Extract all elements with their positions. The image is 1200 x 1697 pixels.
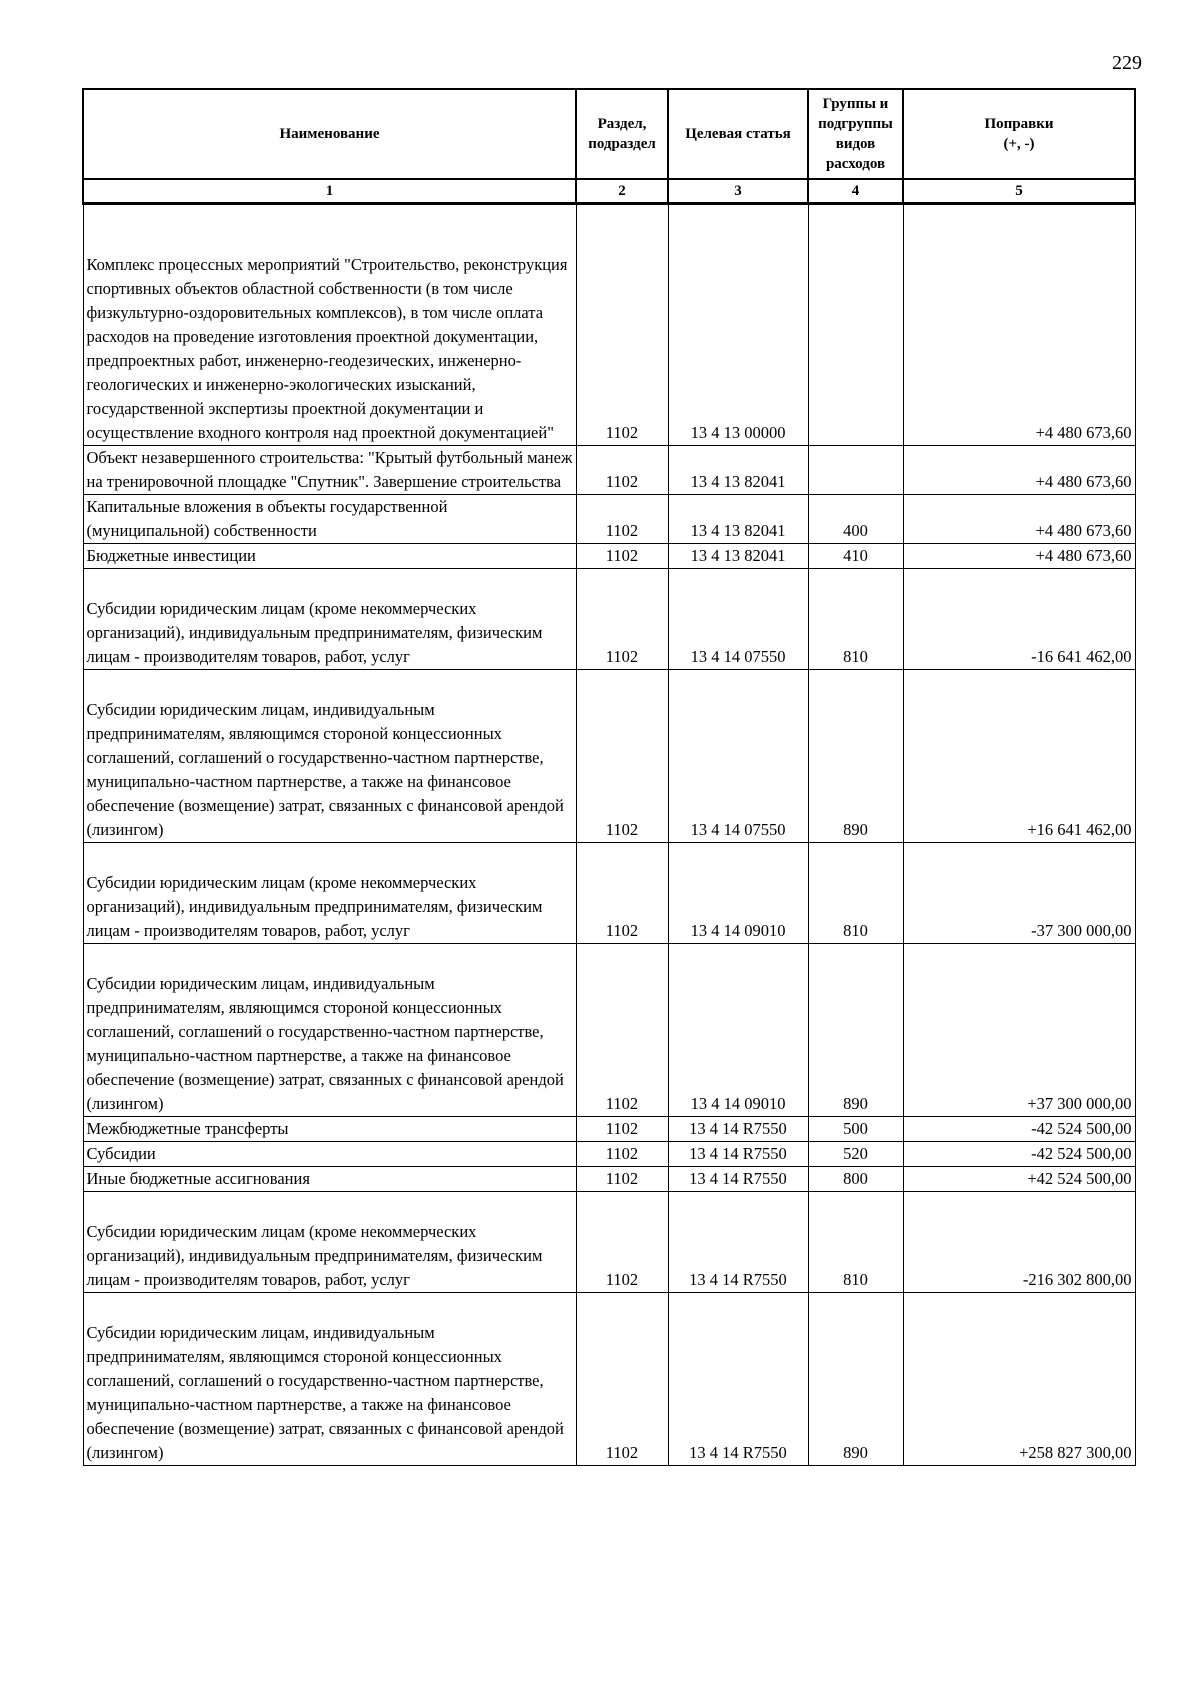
row-amount: +258 827 300,00 bbox=[903, 1293, 1135, 1466]
header-expense-group: Группы и подгруппы видов расходов bbox=[808, 89, 903, 179]
row-target-article: 13 4 14 R7550 bbox=[668, 1167, 808, 1192]
row-expense-group: 800 bbox=[808, 1167, 903, 1192]
row-section: 1102 bbox=[576, 1167, 668, 1192]
table-row bbox=[83, 1117, 1135, 1142]
header-target-article: Целевая статья bbox=[668, 89, 808, 179]
row-expense-group: 810 bbox=[808, 843, 903, 944]
row-target-article: 13 4 13 82041 bbox=[668, 544, 808, 569]
column-number-4: 4 bbox=[808, 179, 903, 204]
row-amount: +42 524 500,00 bbox=[903, 1167, 1135, 1192]
row-expense-group: 400 bbox=[808, 495, 903, 544]
row-amount: -42 524 500,00 bbox=[903, 1117, 1135, 1142]
table-row bbox=[83, 253, 1135, 446]
row-amount: -42 524 500,00 bbox=[903, 1142, 1135, 1167]
column-number-5: 5 bbox=[903, 179, 1135, 204]
row-section: 1102 bbox=[576, 495, 668, 544]
row-name: Субсидии юридическим лицам, индивидуальным предпринимателям, являющимся стороной концессионных соглашений, соглашений о государственно-частном партнерстве, муниципально-частном партнерстве, а также на финансовое обеспечение (возмещение) затрат, связанных с финансовой арендой (лизингом) bbox=[83, 1293, 576, 1466]
row-name: Бюджетные инвестиции bbox=[83, 544, 576, 569]
spacer-row bbox=[83, 204, 1135, 254]
row-section: 1102 bbox=[576, 1192, 668, 1293]
row-expense-group bbox=[808, 253, 903, 446]
budget-amendments-table bbox=[82, 88, 1136, 1466]
row-amount: -16 641 462,00 bbox=[903, 569, 1135, 670]
row-name: Комплекс процессных мероприятий "Строительство, реконструкция спортивных объектов областной собственности (в том числе физкультурно-оздоровительных комплексов), в том числе оплата расходов на проведение изготовления проектной документации, предпроектных работ, инженерно-геодезических, инженерно-геологических и инженерно-экологических изысканий, государственной экспертизы проектной документации и осуществление входного контроля над проектной документацией" bbox=[83, 253, 576, 446]
row-expense-group: 890 bbox=[808, 944, 903, 1117]
column-number-1: 1 bbox=[83, 179, 576, 204]
table-row bbox=[83, 1167, 1135, 1192]
row-section: 1102 bbox=[576, 670, 668, 843]
table-row bbox=[83, 544, 1135, 569]
row-name: Объект незавершенного строительства: "Крытый футбольный манеж на тренировочной площадке "Спутник". Завершение строительства bbox=[83, 446, 576, 495]
row-amount: +4 480 673,60 bbox=[903, 495, 1135, 544]
page-number: 229 bbox=[1112, 52, 1142, 74]
row-amount: +4 480 673,60 bbox=[903, 446, 1135, 495]
row-section: 1102 bbox=[576, 569, 668, 670]
header-amendments-title: Поправки bbox=[984, 116, 1054, 132]
row-expense-group: 500 bbox=[808, 1117, 903, 1142]
row-section: 1102 bbox=[576, 544, 668, 569]
row-name: Капитальные вложения в объекты государственной (муниципальной) собственности bbox=[83, 495, 576, 544]
row-name: Межбюджетные трансферты bbox=[83, 1117, 576, 1142]
column-number-2: 2 bbox=[576, 179, 668, 204]
row-expense-group: 410 bbox=[808, 544, 903, 569]
row-section: 1102 bbox=[576, 843, 668, 944]
header-name: Наименование bbox=[83, 89, 576, 179]
header-amendments-sign: (+, -) bbox=[1003, 136, 1035, 152]
row-target-article: 13 4 14 07550 bbox=[668, 670, 808, 843]
row-target-article: 13 4 14 R7550 bbox=[668, 1117, 808, 1142]
row-section: 1102 bbox=[576, 944, 668, 1117]
row-section: 1102 bbox=[576, 253, 668, 446]
table-row bbox=[83, 569, 1135, 670]
row-name: Иные бюджетные ассигнования bbox=[83, 1167, 576, 1192]
table-row bbox=[83, 843, 1135, 944]
row-name: Субсидии юридическим лицам (кроме некоммерческих организаций), индивидуальным предпринимателям, физическим лицам - производителям товаров, работ, услуг bbox=[83, 1192, 576, 1293]
row-expense-group: 810 bbox=[808, 1192, 903, 1293]
row-target-article: 13 4 14 09010 bbox=[668, 944, 808, 1117]
row-target-article: 13 4 14 R7550 bbox=[668, 1142, 808, 1167]
row-amount: +37 300 000,00 bbox=[903, 944, 1135, 1117]
row-name: Субсидии bbox=[83, 1142, 576, 1167]
row-name: Субсидии юридическим лицам, индивидуальным предпринимателям, являющимся стороной концессионных соглашений, соглашений о государственно-частном партнерстве, муниципально-частном партнерстве, а также на финансовое обеспечение (возмещение) затрат, связанных с финансовой арендой (лизингом) bbox=[83, 944, 576, 1117]
table-row bbox=[83, 1192, 1135, 1293]
header-section: Раздел, подраздел bbox=[576, 89, 668, 179]
row-target-article: 13 4 14 07550 bbox=[668, 569, 808, 670]
row-section: 1102 bbox=[576, 446, 668, 495]
row-target-article: 13 4 13 00000 bbox=[668, 253, 808, 446]
row-name: Субсидии юридическим лицам (кроме некоммерческих организаций), индивидуальным предпринимателям, физическим лицам - производителям товаров, работ, услуг bbox=[83, 843, 576, 944]
row-amount: +16 641 462,00 bbox=[903, 670, 1135, 843]
table-row bbox=[83, 670, 1135, 843]
header-amendments bbox=[903, 89, 1135, 179]
table-row bbox=[83, 944, 1135, 1117]
row-amount: -37 300 000,00 bbox=[903, 843, 1135, 944]
table-row bbox=[83, 1293, 1135, 1466]
row-expense-group: 810 bbox=[808, 569, 903, 670]
table-row bbox=[83, 1142, 1135, 1167]
row-expense-group: 520 bbox=[808, 1142, 903, 1167]
row-expense-group: 890 bbox=[808, 1293, 903, 1466]
row-amount: +4 480 673,60 bbox=[903, 253, 1135, 446]
row-target-article: 13 4 13 82041 bbox=[668, 446, 808, 495]
row-section: 1102 bbox=[576, 1142, 668, 1167]
row-target-article: 13 4 14 R7550 bbox=[668, 1293, 808, 1466]
row-name: Субсидии юридическим лицам (кроме некоммерческих организаций), индивидуальным предпринимателям, физическим лицам - производителям товаров, работ, услуг bbox=[83, 569, 576, 670]
row-expense-group: 890 bbox=[808, 670, 903, 843]
row-target-article: 13 4 14 09010 bbox=[668, 843, 808, 944]
row-section: 1102 bbox=[576, 1293, 668, 1466]
column-number-3: 3 bbox=[668, 179, 808, 204]
row-amount: +4 480 673,60 bbox=[903, 544, 1135, 569]
row-expense-group bbox=[808, 446, 903, 495]
row-target-article: 13 4 14 R7550 bbox=[668, 1192, 808, 1293]
row-name: Субсидии юридическим лицам, индивидуальным предпринимателям, являющимся стороной концессионных соглашений, соглашений о государственно-частном партнерстве, муниципально-частном партнерстве, а также на финансовое обеспечение (возмещение) затрат, связанных с финансовой арендой (лизингом) bbox=[83, 670, 576, 843]
table-row bbox=[83, 446, 1135, 495]
table-row bbox=[83, 495, 1135, 544]
row-target-article: 13 4 13 82041 bbox=[668, 495, 808, 544]
row-amount: -216 302 800,00 bbox=[903, 1192, 1135, 1293]
row-section: 1102 bbox=[576, 1117, 668, 1142]
